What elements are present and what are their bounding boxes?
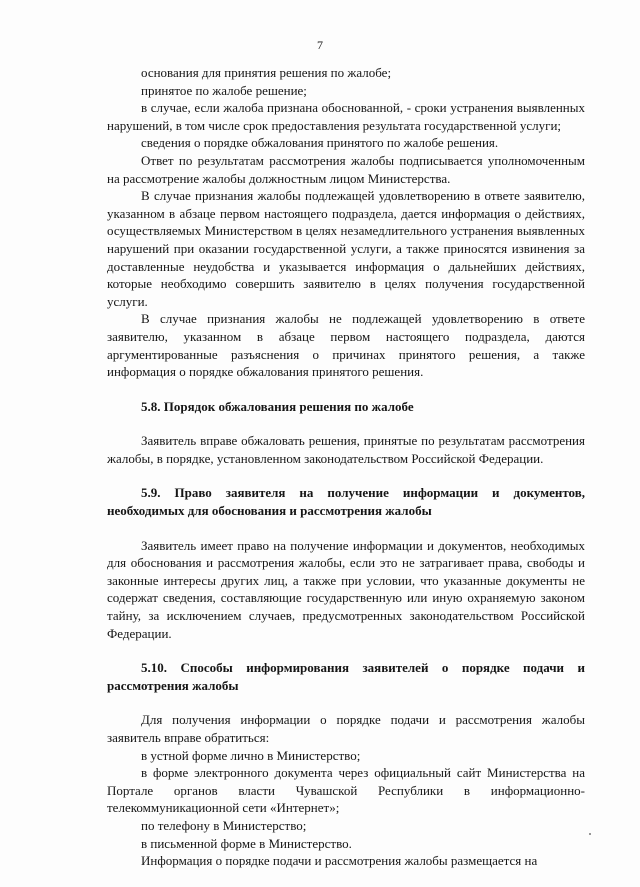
- paragraph: Ответ по результатам рассмотрения жалобы подписывается уполномоченным на рассмотрение жалобы должностным лицом Министерства.: [107, 152, 585, 186]
- page-content: [107, 64, 585, 870]
- paragraph: сведения о порядке обжалования принятого по жалобе решения.: [141, 135, 499, 151]
- section-5-10-paragraph: в письменной форме в Министерство.: [141, 835, 352, 851]
- section-5-10-paragraph: в устной форме лично в Министерство;: [141, 747, 361, 763]
- section-5-9-text: Заявитель имеет право на получение информации и документов, необходимых для обоснования и рассмотрения жалобы, если это не затрагивает права, свободы и законные интересы других лиц, а также при условии, что указанные документы не содержат сведения, составляющие государственную или иную охраняемую законом тайну, за исключением случаев, предусмотренных законодательством Российской Федерации.: [107, 537, 585, 641]
- section-5-10-paragraph: Для получения информации о порядке подачи и рассмотрения жалобы заявитель вправе обратиться:: [107, 712, 585, 745]
- paragraph: В случае признания жалобы подлежащей удовлетворению в ответе заявителю, указанном в абзаце первом настоящего подраздела, дается информация о действиях, осуществляемых Министерством в целях незамедлительного устранения выявленных нарушений при оказании государственной услуги, а также приносятся извинения за доставленные неудобства и указывается информация о дальнейших действиях, которые необходимо совершить заявителю в целях получения государственной услуги.: [107, 188, 585, 309]
- section-5-8-text: Заявитель вправе обжаловать решения, принятые по результатам рассмотрения жалобы, в порядке, установленном законодательством Российской Федерации.: [107, 433, 585, 466]
- paragraph: в случае, если жалоба признана обоснованной, - сроки устранения выявленных нарушений, в том числе срок предоставления результата государственной услуги;: [107, 100, 585, 133]
- paragraph: основания для принятия решения по жалобе;: [141, 65, 392, 80]
- scan-speck: [589, 833, 591, 835]
- section-heading-5-9: 5.9. Право заявителя на получение информации и документов, необходимых для обоснования и рассмотрения жалобы: [107, 485, 585, 519]
- paragraph: В случае признания жалобы не подлежащей удовлетворению в ответе заявителю, указанном в абзаце первом настоящего подраздела, даются аргументированные разъяснения о причинах принятого решения, а также информация о порядке обжалования принятого решения.: [107, 311, 585, 380]
- section-5-10-paragraph: по телефону в Министерство;: [141, 817, 307, 833]
- paragraph: принятое по жалобе решение;: [141, 82, 307, 98]
- section-heading-5-10: 5.10. Способы информирования заявителей о порядке подачи и рассмотрения жалобы: [107, 660, 585, 693]
- page-number: 7: [317, 38, 323, 52]
- section-heading-5-8: 5.8. Порядок обжалования решения по жалобе: [141, 398, 414, 414]
- section-5-10-paragraph: в форме электронного документа через официальный сайт Министерства на Портале органов власти Чувашской Республики в информационно-телекоммуникационной сети «Интернет»;: [107, 765, 585, 816]
- section-5-10-paragraph: Информация о порядке подачи и рассмотрения жалобы размещается на: [141, 853, 538, 869]
